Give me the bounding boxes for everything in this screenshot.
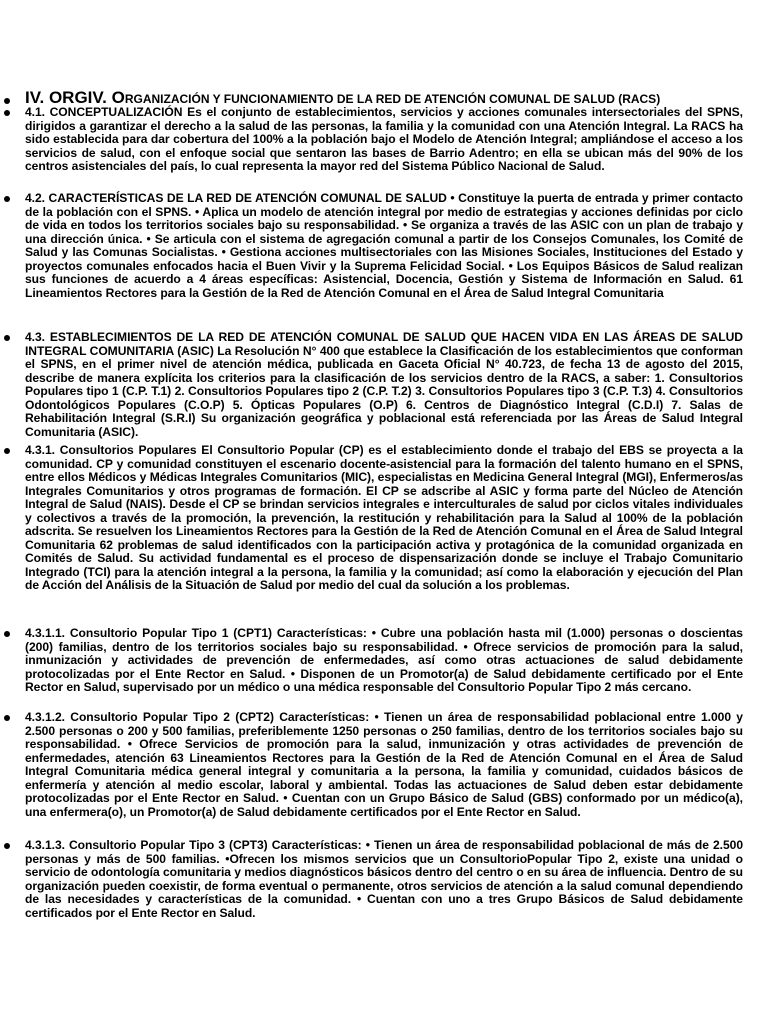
bullet-icon — [4, 335, 10, 341]
bullet-icon — [4, 715, 10, 721]
paragraph-text: 4.1. CONCEPTUALIZACIÓN Es el conjunto de establecimientos, servicios y acciones comunales intersectoriales del SPNS, dirigidos a garantizar el derecho a la salud de las personas, la familia y la comunidad con una Atención Integral. La RACS ha sido establecida para dar cobertura del 100% a la población bajo el Modelo de Atención Integral; ampliándose el acceso a los servicios de salud, con el enfoque social que sentaron las bases de Barrio Adentro; en ella se ubican más del 90% de los centros asistenciales del país, lo cual representa la mayor red del Sistema Público Nacional de Salud. — [25, 105, 743, 173]
bullet-icon — [4, 98, 10, 104]
bullet-icon — [4, 631, 10, 637]
paragraph-text: 4.3.1.2. Consultorio Popular Tipo 2 (CPT2) Características: • Tienen un área de responsabilidad poblacional entre 1.000 y 2.500 personas o 200 y 500 familias, preferiblemente 1250 personas o 250 familias, dentro de los territorios sociales bajo su responsabilidad. • Ofrece Servicios de promoción para la salud, inmunización y otras actividades de prevención de enfermedades, atención 63 Lineamientos Rectores para la Gestión de la Red de Atención Comunal en el Área de Salud Integral Comunitaria médica general integral y comunitaria a la persona, la familia y comunidad, cuidados básicos de enfermería y atención al medio escolar, laboral y ambiental. Todas las actuaciones de Salud deben estar debidamente protocolizadas por el Ente Rector en Salud. • Cuentan con un Grupo Básico de Salud (GBS) conformado por un médico(a), una enfermera(o), un Promotor(a) de Salud debidamente certificados por el Ente Rector en Salud. — [25, 710, 743, 819]
paragraph-text: 4.3.1. Consultorios Populares El Consultorio Popular (CP) es el establecimiento donde el trabajo del EBS se proyecta a la comunidad. CP y comunidad constituyen el escenario docente-asistencial para la formación del talento humano en el SPNS, entre ellos Médicos y Médicas Integrales Comunitarios (MIC), especialistas en Medicina General Integral (MGI), Enfermeros/as Integrales Comunitarios y otros programas de formación. El CP se adscribe al ASIC y forma parte del Núcleo de Atención Integral de Salud (NAIS). Desde el CP se brindan servicios integrales e interculturales de salud por ciclos vitales individuales y colectivos a través de la promoción, la prevención, la restitución y rehabilitación para la Salud al 100% de la población adscrita. Se resuelven los Lineamientos Rectores para la Gestión de la Red de Atención Comunal en el Área de Salud Integral Comunitaria 62 problemas de salud identificados con la participación activa y protagónica de la comunidad organizada en Comités de Salud. Su actividad fundamental es el proceso de dispensarización donde se incluye el Trabajo Comunitario Integrado (TCI) para la atención integral a la persona, la familia y la comunidad; así como la elaboración y ejecución del Plan de Acción del Análisis de la Situación de Salud por medio del cual da solución a los problemas. — [25, 443, 743, 592]
bullet-icon — [4, 196, 10, 202]
heading-prefix: IV. ORGIV. O — [25, 88, 125, 107]
heading-rest: RGANIZACIÓN Y FUNCIONAMIENTO DE LA RED DE ATENCIÓN COMUNAL DE SALUD (RACS) — [124, 92, 661, 106]
paragraph-text: 4.2. CARACTERÍSTICAS DE LA RED DE ATENCIÓN COMUNAL DE SALUD • Constituye la puerta de entrada y primer contacto de la población con el SPNS. • Aplica un modelo de atención integral por medio de estrategias y acciones definidas por ciclo de vida en todos los territorios sociales bajo su responsabilidad. • Se organiza a través de las ASIC con un plan de trabajo y una dirección única. • Se articula con el sistema de agregación comunal a partir de los Consejos Comunales, los Comité de Salud y las Comunas Socialistas. • Gestiona acciones multisectoriales con las Misiones Sociales, Instituciones del Estado y proyectos comunales enfocados hacia el Buen Vivir y la Suprema Felicidad Social. • Los Equipos Básicos de Salud realizan sus funciones de acuerdo a 4 áreas específicas: Asistencial, Docencia, Gestión y Sistema de Información en Salud. 61 Lineamientos Rectores para la Gestión de la Red de Atención Comunal en el Área de Salud Integral Comunitaria — [25, 191, 743, 300]
bullet-icon — [4, 843, 10, 849]
bullet-icon — [4, 448, 10, 454]
paragraph-text: 4.3.1.1. Consultorio Popular Tipo 1 (CPT1) Características: • Cubre una población hasta mil (1.000) personas o doscientas (200) familias, dentro de los territorios sociales bajo su responsabilidad. • Ofrece servicios de promoción para la salud, inmunización y actividades de prevención de enfermedades, así como otras actuaciones de salud debidamente protocolizadas por el Ente Rector en Salud. • Disponen de un Promotor(a) de Salud debidamente certificado por el Ente Rector en Salud, supervisado por un médico o una médica responsable del Consultorio Popular Tipo 2 más cercano. — [25, 626, 743, 694]
paragraph-text: 4.3.1.3. Consultorio Popular Tipo 3 (CPT3) Características: • Tienen un área de responsabilidad poblacional de más de 2.500 personas y más de 500 familias. •Ofrecen los mismos servicios que un ConsultorioPopular Tipo 2, existe una unidad o servicio de odontología comunitaria y medios diagnósticos básicos dentro del centro o en su área de influencia. Dentro de su organización pueden coexistir, de forma eventual o permanente, otros servicios de atención a la salud comunal dependiendo de las necesidades y características de la comunidad. • Cuentan con uno a tres Grupo Básicos de Salud debidamente certificados por el Ente Rector en Salud. — [25, 838, 743, 920]
paragraph-text: 4.3. ESTABLECIMIENTOS DE LA RED DE ATENCIÓN COMUNAL DE SALUD QUE HACEN VIDA EN LAS ÁREAS DE SALUD INTEGRAL COMUNITARIA (ASIC) La Resolución N° 400 que establece la Clasificación de los establecimientos que conforman el SPNS, en el primer nivel de atención médica, publicada en Gaceta Oficial N° 40.723, de fecha 13 de agosto del 2015, describe de manera explícita los criterios para la clasificación de los servicios dentro de la RACS, a saber: 1. Consultorios Populares tipo 1 (C.P. T.1) 2. Consultorios Populares tipo 2 (C.P. T.2) 3. Consultorios Populares tipo 3 (C.P. T.3) 4. Consultorios Odontológicos Populares (C.O.P) 5. Ópticas Populares (O.P) 6. Centros de Diagnóstico Integral (C.D.I) 7. Salas de Rehabilitación Integral (S.R.I) Su organización geográfica y poblacional está referenciada por las Áreas de Salud Integral Comunitaria (ASIC). — [25, 330, 743, 439]
bullet-icon — [4, 110, 10, 116]
